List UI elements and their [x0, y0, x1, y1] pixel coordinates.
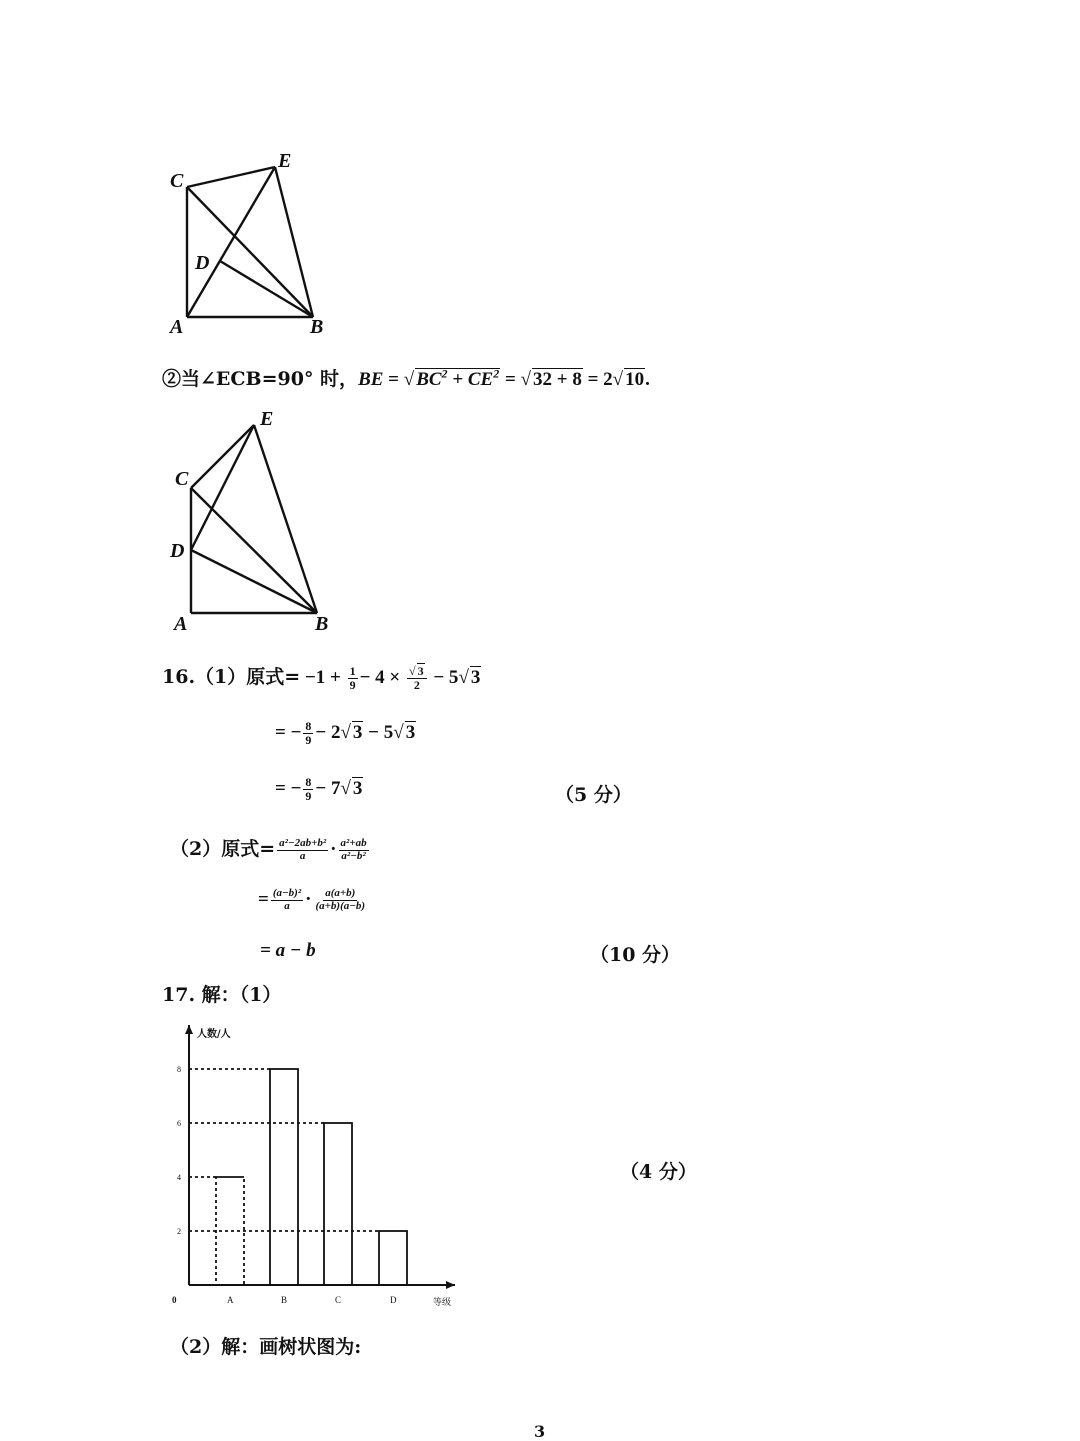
x-tick-label-B: B	[281, 1295, 288, 1305]
q16-part2-line1	[170, 834, 371, 862]
q17-part2: （2）解：画树状图为:	[170, 1336, 362, 1358]
dot: ·	[330, 839, 337, 860]
dot: ·	[305, 889, 312, 911]
term-a: = −	[275, 722, 302, 744]
q16-part2-result: = a − b	[260, 940, 316, 961]
q16-part2-line2	[258, 888, 369, 912]
ce: CE	[467, 369, 494, 390]
num: a²−2ab+b²	[279, 836, 327, 849]
term-b: − 4 ×	[359, 667, 406, 688]
segment-EB	[254, 425, 317, 613]
bar-chart-svg	[160, 1020, 470, 1320]
equals-2: =	[500, 369, 521, 390]
segment-CE	[191, 425, 254, 488]
fraction-1-9	[348, 665, 358, 691]
y-axis-arrow	[185, 1025, 193, 1034]
num: 1	[349, 663, 356, 678]
q16-part1-line2: = − $\frac{8}{9}$ − 2√ 3 − 5√ 3	[275, 719, 416, 747]
label-E: E	[260, 408, 274, 430]
be-symbol: BE	[358, 369, 384, 390]
radical-3: 3	[470, 667, 481, 688]
den: a	[299, 849, 306, 862]
label-A: A	[174, 613, 188, 635]
den: 9	[349, 677, 356, 692]
bar-chart	[160, 1020, 470, 1320]
q16-part1-line3: = − $\frac{8}{9}$ − 7√ 3	[275, 775, 363, 803]
page-number: 3	[534, 1422, 546, 1441]
y-tick-label: 4	[177, 1173, 181, 1182]
bar-D	[379, 1231, 407, 1285]
fraction-e2	[339, 838, 369, 862]
plus: +	[447, 369, 468, 390]
segment-CE	[187, 167, 275, 187]
radical-3: 3	[352, 778, 363, 800]
segment-AE	[187, 167, 275, 317]
x-axis-arrow	[446, 1281, 455, 1289]
label-C: C	[170, 170, 184, 192]
label-C: C	[175, 468, 189, 490]
equals-3: =	[582, 369, 604, 390]
geometry-figure-2	[150, 400, 350, 640]
case-2-formula: ②当∠ECB=90° 时，BE = √ $BC^2 + CE^2$ = √ 32 + 8 = 2√ 10.	[162, 366, 650, 390]
den: a	[284, 899, 290, 912]
term-a: −1 +	[300, 667, 346, 688]
case-2-prefix: ②当∠ECB=90° 时，	[162, 368, 359, 390]
num: a²+ab	[340, 836, 367, 849]
x-axis-label: 等级	[433, 1298, 452, 1308]
x-tick-label-A: A	[227, 1295, 234, 1305]
x-tick-label-C: C	[335, 1295, 342, 1305]
equals: =	[383, 369, 404, 390]
bc: BC	[416, 369, 442, 390]
x-tick-label-D: D	[390, 1295, 397, 1305]
geometry-figure-1	[150, 140, 350, 350]
score-10: （10 分）	[590, 944, 681, 966]
label-E: E	[278, 150, 292, 172]
term-c: − 5	[363, 722, 394, 744]
den: (a+b)(a−b)	[315, 899, 366, 912]
num: 8	[305, 775, 312, 789]
equals: =	[258, 889, 269, 911]
score-5: （5 分）	[555, 784, 632, 806]
fraction-e1	[277, 838, 328, 862]
bar-B	[270, 1069, 298, 1285]
label-A: A	[170, 316, 184, 338]
label-D: D	[195, 252, 210, 274]
segment-DE	[191, 425, 254, 550]
y-tick-label: 2	[177, 1227, 181, 1236]
radical-3b: 3	[405, 722, 416, 744]
y-tick-label: 6	[177, 1119, 181, 1128]
radical-32-8: 32 + 8	[533, 369, 582, 390]
fraction-e3	[271, 888, 303, 912]
num: 8	[305, 719, 312, 733]
q16-part2-label: （2）原式=	[170, 838, 276, 860]
score-4: （4 分）	[620, 1161, 697, 1183]
fraction-e4	[313, 888, 367, 912]
y-tick-label: 8	[177, 1065, 181, 1074]
radical-bc-ce	[415, 368, 500, 390]
term-b: − 2	[315, 722, 341, 744]
radical-3a: 3	[352, 722, 363, 744]
q16-part1-line1: 16.（1）原式= −1 + $\frac{1}{9}$ − 4 × $\frac{√ 3}{2}$ − 5√ 3	[162, 663, 481, 692]
period: .	[645, 369, 650, 390]
num: (a−b)²	[272, 887, 302, 899]
den: a²−b²	[341, 849, 366, 862]
term-b: − 7	[315, 778, 341, 800]
den: 9	[305, 732, 312, 747]
bar-C	[324, 1123, 352, 1285]
num: a(a+b)	[325, 887, 356, 899]
label-B: B	[315, 613, 329, 635]
segment-EB	[275, 167, 313, 317]
segment-CB	[191, 488, 317, 613]
q16-label: 16.（1）原式=	[162, 666, 301, 688]
sup-2: 2	[493, 366, 500, 381]
q17-title: 17. 解：（1）	[162, 984, 282, 1006]
fraction-8-9	[303, 720, 313, 746]
label-D: D	[170, 540, 185, 562]
label-B: B	[310, 316, 324, 338]
origin-label: 0	[172, 1295, 177, 1305]
figure-2-lines	[150, 400, 350, 640]
den: 2	[413, 677, 420, 692]
fraction-8-9	[303, 776, 313, 802]
coef-2: 2	[603, 369, 613, 390]
y-axis-label: 人数/人	[197, 1029, 231, 1040]
term-a: = −	[275, 778, 302, 800]
num: 3	[417, 663, 424, 678]
sup-1: 2	[441, 366, 448, 381]
fraction-sqrt3-2: $\frac{√ 3}{2}$	[407, 665, 427, 691]
term-c: − 5	[428, 667, 459, 688]
radical-10: 10	[625, 369, 645, 390]
den: 9	[305, 788, 312, 803]
